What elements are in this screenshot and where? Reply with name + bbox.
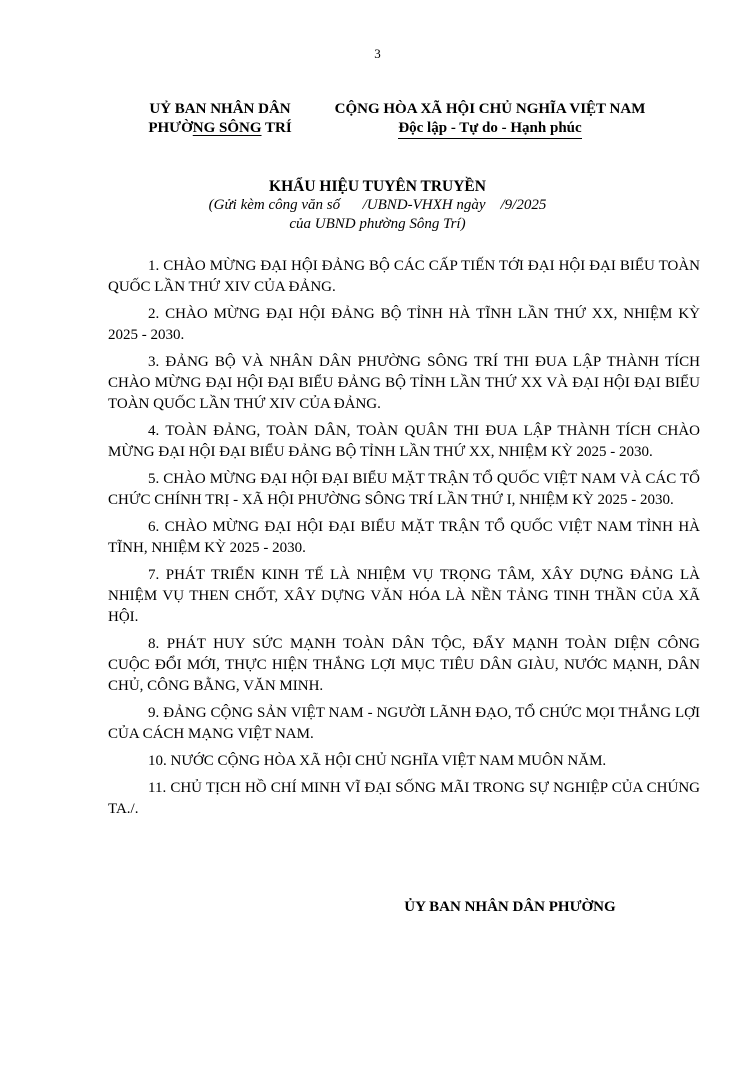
document-title: KHẨU HIỆU TUYÊN TRUYỀN (269, 178, 486, 195)
slogan-item: 10. NƯỚC CỘNG HÒA XÃ HỘI CHỦ NGHĨA VIỆT NAM MUÔN NĂM. (148, 753, 607, 769)
country-name: CỘNG HÒA XÃ HỘI CHỦ NGHĨA VIỆT NAM (334, 101, 646, 117)
slogan-item: 6. CHÀO MỪNG ĐẠI HỘI ĐẠI BIỂU MẶT TRẬN TỔ QUỐC VIỆT NAM TỈNH HÀ TĨNH, NHIỆM KỲ 2025 - 2030. (108, 519, 700, 556)
national-header (295, 100, 685, 139)
slogan-list (108, 256, 700, 826)
slogan-item: 8. PHÁT HUY SỨC MẠNH TOÀN DÂN TỘC, ĐẨY MẠNH TOÀN DIỆN CÔNG CUỘC ĐỔI MỚI, THỰC HIỆN THẮNG LỢI MỤC TIÊU DÂN GIÀU, NƯỚC MẠNH, DÂN CHỦ, CÔNG BẰNG, VĂN MINH. (108, 636, 700, 694)
slogan-item: 5. CHÀO MỪNG ĐẠI HỘI ĐẠI BIỂU MẶT TRẬN TỔ QUỐC VIỆT NAM VÀ CÁC TỔ CHỨC CHÍNH TRỊ - XÃ HỘI PHƯỜNG SÔNG TRÍ LẦN THỨ I, NHIỆM KỲ 2025 - 2030. (108, 471, 700, 508)
slogan-item: 3. ĐẢNG BỘ VÀ NHÂN DÂN PHƯỜNG SÔNG TRÍ THI ĐUA LẬP THÀNH TÍCH CHÀO MỪNG ĐẠI HỘI ĐẠI BIỂU ĐẢNG BỘ TỈNH LẦN THỨ XX VÀ ĐẠI HỘI ĐẠI BIỂU TOÀN QUỐC LẦN THỨ XIV CỦA ĐẢNG. (108, 354, 700, 412)
agency-name-line1: UỶ BAN NHÂN DÂN (149, 101, 291, 117)
slogan-item: 2. CHÀO MỪNG ĐẠI HỘI ĐẢNG BỘ TỈNH HÀ TĨNH LẦN THỨ XX, NHIỆM KỲ 2025 - 2030. (108, 306, 700, 343)
issuing-agency-header (120, 100, 320, 138)
slogan-item: 4. TOÀN ĐẢNG, TOÀN DÂN, TOÀN QUÂN THI ĐUA LẬP THÀNH TÍCH CHÀO MỪNG ĐẠI HỘI ĐẠI BIỂU ĐẢNG BỘ TỈNH LẦN THỨ XX, NHIỆM KỲ 2025 - 2030. (108, 423, 700, 460)
agency-name-line2 (120, 119, 320, 138)
national-motto: Độc lập - Tự do - Hạnh phúc (398, 119, 581, 139)
agency-name-prefix: PHƯỜ (148, 120, 193, 136)
document-subtitle-line1: (Gửi kèm công văn số /UBND-VHXH ngày /9/2025 (208, 197, 547, 213)
agency-name-underlined: NG SÔNG (192, 120, 262, 136)
slogan-item: 9. ĐẢNG CỘNG SẢN VIỆT NAM - NGƯỜI LÃNH ĐẠO, TỔ CHỨC MỌI THẮNG LỢI CỦA CÁCH MẠNG VIỆT NAM. (108, 705, 700, 742)
slogan-item: 1. CHÀO MỪNG ĐẠI HỘI ĐẢNG BỘ CÁC CẤP TIẾN TỚI ĐẠI HỘI ĐẠI BIỂU TOÀN QUỐC LẦN THỨ XIV CỦA ĐẢNG. (108, 258, 700, 295)
agency-name-suffix: TRÍ (261, 120, 292, 136)
slogan-item: 7. PHÁT TRIỂN KINH TẾ LÀ NHIỆM VỤ TRỌNG TÂM, XÂY DỰNG ĐẢNG LÀ NHIỆM VỤ THEN CHỐT, XÂY DỰNG VĂN HÓA LÀ NỀN TẢNG TINH THẦN CỦA XÃ HỘI. (108, 567, 700, 625)
signature-block: ỦY BAN NHÂN DÂN PHƯỜNG (404, 899, 616, 915)
document-subtitle-line2: của UBND phường Sông Trí) (289, 216, 466, 232)
slogan-item: 11. CHỦ TỊCH HỒ CHÍ MINH VĨ ĐẠI SỐNG MÃI TRONG SỰ NGHIỆP CỦA CHÚNG TA./. (108, 780, 700, 817)
page-number: 3 (374, 46, 381, 61)
title-block (0, 177, 755, 234)
